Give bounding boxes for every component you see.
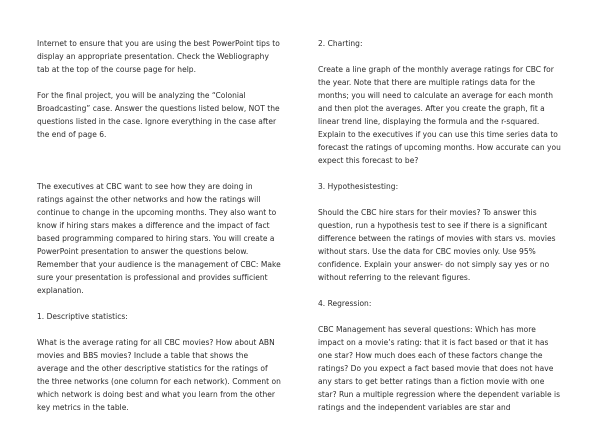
section-3-paragraph: Should the CBC hire stars for their movies? To answer this question, run a hypothesis test to see if there is a significant difference between the ratings of movies with stars vs. movies without stars. Use the data for CBC movies only. Use 95% confidence. Explain your answer- do not simply say yes or no without referring to the relevant figures. <box>318 208 556 282</box>
left-column <box>37 37 281 414</box>
section-2-paragraph: Create a line graph of the monthly average ratings for CBC for the year. Note that there are multiple ratings data for the months; you will need to calculate an average for each month and then plot the averages. After you create the graph, fit a linear trend line, displaying the formula and the r-squared. Explain to the executives if you can use this time series data to forecast the ratings of upcoming months. How accurate can you expect this forecast to be? <box>318 65 561 165</box>
section-2-heading: 2. Charting: <box>318 39 363 48</box>
paragraph-spacer <box>37 154 281 180</box>
section-4-paragraph: CBC Management has several questions: Which has more impact on a movie’s rating: that it is fact based or that it has one star? How much does each of these factors change the ratings? Do you expect a fact based movie that does not have any stars to get better ratings than a fiction movie with one star? Run a multiple regression where the dependent variable is ratings and the independent variables are star and <box>318 325 561 412</box>
executives-paragraph: The executives at CBC want to see how they are doing in ratings against the other networks and how the ratings will continue to change in the upcoming months. They also want to know if hiring stars makes a difference and the impact of fact based programming compared to hiring stars. You will create a PowerPoint presentation to answer the questions below. Remember that your audience is the management of CBC: Make sure your presentation is professional and provides sufficient explanation. <box>37 182 281 295</box>
section-1-paragraph: What is the average rating for all CBC movies? How about ABN movies and BBS movies? Include a table that shows the average and the other descriptive statistics for the ratings of the three networks (one column for each network). Comment on which network is doing best and what you learn from the other key metrics in the table. <box>37 338 281 412</box>
section-1-heading: 1. Descriptive statistics: <box>37 312 128 321</box>
right-column <box>318 37 564 414</box>
intro-paragraph: Internet to ensure that you are using the best PowerPoint tips to display an appropriate presentation. Check the Webliography tab at the top of the course page for help. <box>37 39 280 74</box>
final-project-paragraph: For the final project, you will be analyzing the “Colonial Broadcasting” case. Answer the questions listed below, NOT the questions listed in the case. Ignore everything in the case after the end of page 6. <box>37 91 280 139</box>
section-4-heading: 4. Regression: <box>318 299 372 308</box>
section-3-heading: 3. Hypothesistesting: <box>318 182 399 191</box>
